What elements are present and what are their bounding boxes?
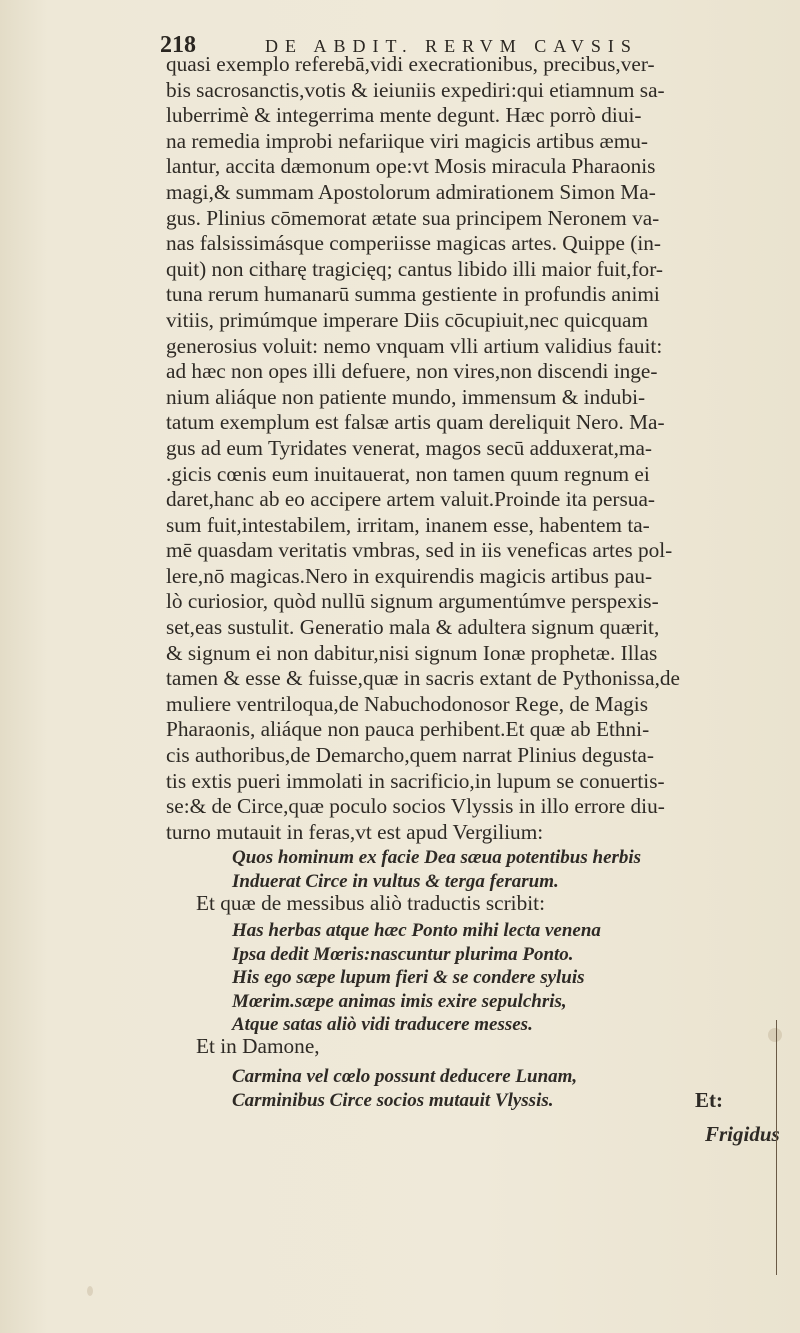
text-line: quasi exemplo referebā,vidi execrationibus, precibus,ver- bbox=[166, 52, 655, 76]
text-line: cis authoribus,de Demarcho,quem narrat Plinius degusta- bbox=[166, 743, 654, 768]
text-line: .gicis cœnis eum inuitauerat, non tamen quum regnum ei bbox=[166, 461, 650, 486]
verse-line: Carminibus Circe socios mutauit Vlyssis. bbox=[232, 1089, 554, 1111]
text-line: muliere ventriloqua,de Nabuchodonosor Rege, de Magis bbox=[166, 691, 649, 716]
text-line: luberrimè & integerrima mente degunt. Hæc porrò diui- bbox=[166, 103, 642, 128]
verse-quotation bbox=[232, 919, 792, 1037]
verse-line: Induerat Circe in vultus & terga ferarum. bbox=[232, 870, 559, 892]
text-line: nas falsissimásque comperiisse magicas artes. Quippe (in- bbox=[166, 231, 662, 256]
text-line: gus. Plinius cōmemorat ætate sua principem Neronem va- bbox=[166, 205, 660, 230]
margin-stain bbox=[87, 1286, 93, 1296]
text-line: generosius voluit: nemo vnquam vlli artium validius fauit: bbox=[166, 333, 663, 358]
text-line: set,eas sustulit. Generatio mala & adultera signum quærit, bbox=[166, 615, 660, 640]
margin-bracket bbox=[776, 1020, 795, 1275]
page-number: 218 bbox=[160, 32, 196, 58]
verse-line: Carmina vel cœlo possunt deducere Lunam, bbox=[232, 1066, 578, 1087]
text-line: daret,hanc ab eo accipere artem valuit.Proinde ita persua- bbox=[166, 487, 655, 512]
text-line: turno mutauit in feras,vt est apud Vergilium: bbox=[166, 819, 544, 844]
text-line: Pharaonis, aliáque non pauca perhibent.Et quæ ab Ethni- bbox=[166, 717, 650, 742]
main-paragraph bbox=[166, 52, 788, 845]
prose-line: Et in Damone, bbox=[196, 1034, 320, 1058]
text-line: bis sacrosanctis,votis & ieiuniis expediri:qui etiamnum sa- bbox=[166, 77, 665, 102]
verse-line: Atque satas aliò vidi traducere messes. bbox=[232, 1014, 533, 1035]
text-line: quit) non citharę tragicięq; cantus libido illi maior fuit,for- bbox=[166, 256, 663, 281]
text-line: gus ad eum Tyridates venerat, magos secū adduxerat,ma- bbox=[166, 435, 653, 460]
text-line: mē quasdam veritatis vmbras, sed in iis veneficas artes pol- bbox=[166, 538, 673, 563]
verse-quotation bbox=[232, 846, 792, 893]
text-line: se:& de Circe,quæ poculo socios Vlyssis in illo errore diu- bbox=[166, 794, 665, 819]
text-line: magi,& summam Apostolorum admirationem Simon Ma- bbox=[166, 179, 656, 204]
text-line: & signum ei non dabitur,nisi signum Ionæ prophetæ. Illas bbox=[166, 640, 658, 665]
prose-line: Et quæ de messibus aliò traductis scribit: bbox=[196, 891, 545, 915]
text-line: nium aliáque non patiente mundo, immensum & indubi- bbox=[166, 384, 646, 409]
text-line: tamen & esse & fuisse,quæ in sacris extant de Pythonissa,de bbox=[166, 666, 680, 691]
text-line: sum fuit,intestabilem, irritam, inanem esse, habentem ta- bbox=[166, 512, 650, 537]
text-line: lere,nō magicas.Nero in exquirendis magicis artibus pau- bbox=[166, 563, 653, 588]
catchword: Frigidus bbox=[705, 1122, 780, 1146]
text-line: ad hæc non opes illi defuere, non vires,non discendi inge- bbox=[166, 359, 658, 384]
text-line: tatum exemplum est falsæ artis quam dereliquit Nero. Ma- bbox=[166, 410, 665, 435]
text-line: tis extis pueri immolati in sacrificio,in lupum se conuertis- bbox=[166, 768, 665, 793]
text-line: na remedia improbi nefariique viri magicis artibus æmu- bbox=[166, 128, 648, 153]
verse-line: Quos hominum ex facie Dea sæua potentibus herbis bbox=[232, 847, 642, 868]
verse-line: Has herbas atque hæc Ponto mihi lecta venena bbox=[232, 920, 601, 941]
verse-line: Ipsa dedit Mœris:nascuntur plurima Ponto. bbox=[232, 943, 574, 965]
text-line: lò curiosior, quòd nullū signum argumentúmve perspexis- bbox=[166, 589, 659, 614]
text-line: vitiis, primúmque imperare Diis cōcupiuit,nec quicquam bbox=[166, 307, 649, 332]
verse-line: Mœrim.sæpe animas imis exire sepulchris, bbox=[232, 990, 567, 1012]
verse-line: His ego sæpe lupum fieri & se condere syluis bbox=[232, 967, 585, 988]
text-line: lantur, accita dæmonum ope:vt Mosis miracula Pharaonis bbox=[166, 154, 656, 179]
running-title: DE ABDIT. RERVM CAVSIS bbox=[265, 36, 638, 56]
text-line: tuna rerum humanarū summa gestiente in profundis animi bbox=[166, 282, 660, 307]
catchword-et: Et: bbox=[695, 1088, 723, 1112]
